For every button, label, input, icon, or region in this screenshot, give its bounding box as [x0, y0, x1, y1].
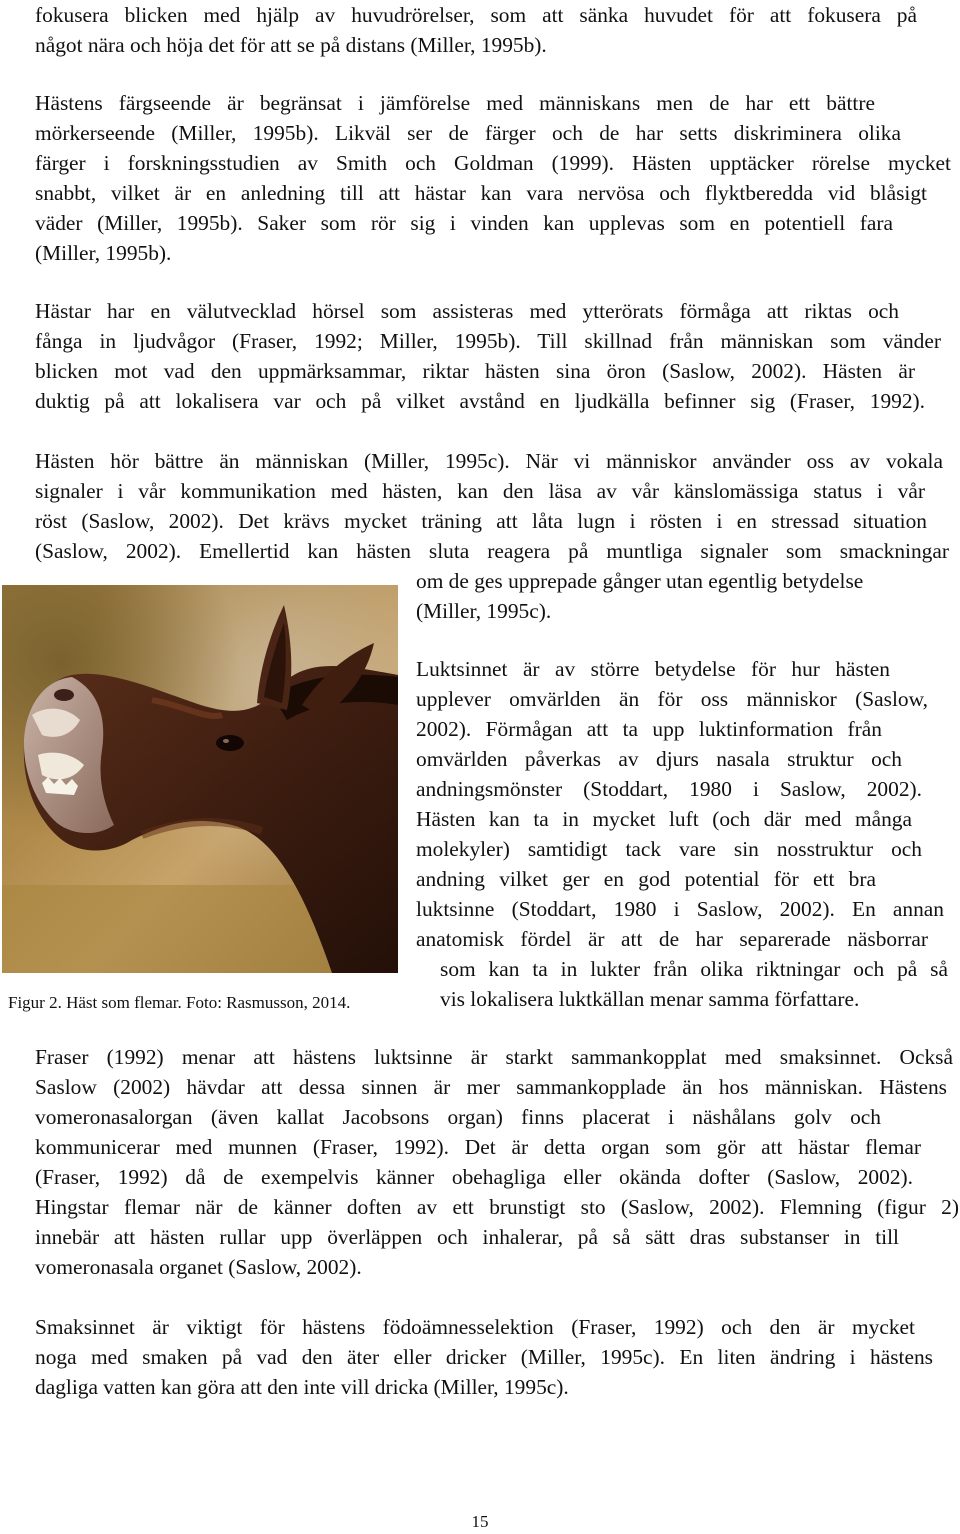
text-line: anatomisk fördel är att de har separerade näsborrar [416, 927, 928, 951]
text-line: molekyler) samtidigt tack vare sin nosstruktur och [416, 837, 922, 861]
text-line: (Saslow, 2002). Emellertid kan hästen sluta reagera på muntliga signaler som smackningar [35, 539, 949, 563]
text-line: duktig på att lokalisera var och på vilket avstånd en ljudkälla befinner sig (Fraser, 1992). [35, 389, 925, 413]
text-line: andningsmönster (Stoddart, 1980 i Saslow, 2002). [416, 777, 922, 801]
text-line: vomeronasalorgan (även kallat Jacobsons organ) finns placerat i näshålans golv och [35, 1105, 881, 1129]
text-line: 2002). Förmågan att ta upp luktinformation från [416, 717, 882, 741]
text-line: upplever omvärlden än för oss människor (Saslow, [416, 687, 928, 711]
horse-photo-illustration [2, 585, 398, 973]
text-line: blicken mot vad den uppmärksammar, riktar hästen sina öron (Saslow, 2002). Hästen är [35, 359, 915, 383]
text-line: väder (Miller, 1995b). Saker som rör sig i vinden kan upplevas som en potentiell fara [35, 211, 893, 235]
text-line: Hästar har en välutvecklad hörsel som assisteras med ytterörats förmåga att riktas och [35, 299, 899, 323]
text-line: Saslow (2002) hävdar att dessa sinnen är mer sammankopplade än hos människan. Hästens [35, 1075, 947, 1099]
text-line: färger i forskningsstudien av Smith och Goldman (1999). Hästen upptäcker rörelse mycket [35, 151, 951, 175]
horse-flehmen-photo [2, 585, 398, 973]
text-line: vomeronasala organet (Saslow, 2002). [35, 1255, 362, 1279]
text-line: om de ges upprepade gånger utan egentlig betydelse [416, 569, 864, 593]
text-line: Smaksinnet är viktigt för hästens födoämnesselektion (Fraser, 1992) och den är mycket [35, 1315, 915, 1339]
text-line: (Miller, 1995c). [416, 599, 552, 623]
text-line: Hästen hör bättre än människan (Miller, 1995c). När vi människor använder oss av vokala [35, 449, 943, 473]
text-line: Hästen kan ta in mycket luft (och där med många [416, 807, 912, 831]
text-line: luktsinne (Stoddart, 1980 i Saslow, 2002). En annan [416, 897, 944, 921]
text-line: fånga in ljudvågor (Fraser, 1992; Miller, 1995b). Till skillnad från människan som vänder [35, 329, 941, 353]
text-line: signaler i vår kommunikation med hästen, kan den läsa av vår känslomässiga status i vår [35, 479, 925, 503]
text-line: kommunicerar med munnen (Fraser, 1992). Det är detta organ som gör att hästar flemar [35, 1135, 921, 1159]
text-line: mörkerseende (Miller, 1995b). Likväl ser de färger och de har setts diskriminera olika [35, 121, 901, 145]
text-line: röst (Saslow, 2002). Det krävs mycket träning att låta lugn i rösten i en stressad situation [35, 509, 927, 533]
text-line: fokusera blicken med hjälp av huvudrörelser, som att sänka huvudet för att fokusera på [35, 3, 917, 27]
text-line: Hästens färgseende är begränsat i jämförelse med människans men de har ett bättre [35, 91, 875, 115]
text-line: innebär att hästen rullar upp överläppen och inhalerar, på så sätt dras substanser in till [35, 1225, 899, 1249]
text-line: snabbt, vilket är en anledning till att hästar kan vara nervösa och flyktberedda vid blåsigt [35, 181, 927, 205]
page-number: 15 [471, 1512, 489, 1531]
text-line: som kan ta in lukter från olika riktningar och på så [440, 957, 948, 981]
text-line: dagliga vatten kan göra att den inte vill dricka (Miller, 1995c). [35, 1375, 569, 1399]
figure-caption: Figur 2. Häst som flemar. Foto: Rasmusson, 2014. [8, 993, 351, 1012]
text-line: något nära och höja det för att se på distans (Miller, 1995b). [35, 33, 547, 57]
text-line: andning vilket ger en god potential för ett bra [416, 867, 876, 891]
text-line: (Fraser, 1992) då de exempelvis känner obehagliga eller okända dofter (Saslow, 2002). [35, 1165, 913, 1189]
text-line: Hingstar flemar när de känner doften av ett brunstigt sto (Saslow, 2002). Flemning (figur 2) [35, 1195, 959, 1219]
text-line: (Miller, 1995b). [35, 241, 172, 265]
text-line: noga med smaken på vad den äter eller dricker (Miller, 1995c). En liten ändring i hästens [35, 1345, 933, 1369]
text-line: omvärlden påverkas av djurs nasala struktur och [416, 747, 902, 771]
text-line: Luktsinnet är av större betydelse för hur hästen [416, 657, 890, 681]
text-line: Fraser (1992) menar att hästens luktsinne är starkt sammankopplat med smaksinnet. Också [35, 1045, 953, 1069]
text-line: vis lokalisera luktkällan menar samma författare. [440, 987, 860, 1011]
